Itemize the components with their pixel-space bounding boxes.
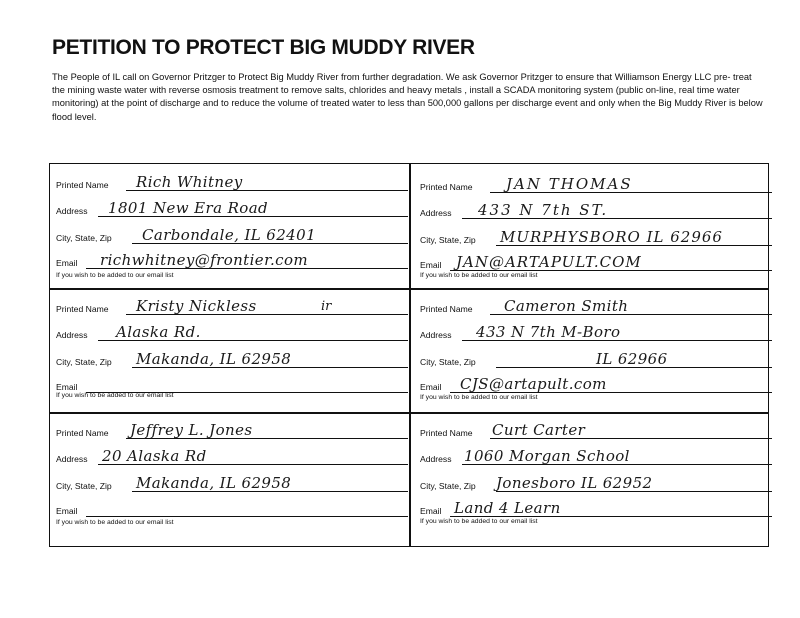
email-row [56,502,412,518]
email-list-note: If you wish to be added to our email list [56,272,174,279]
printed-name-label: Printed Name [420,304,473,314]
email-value: Land 4 Learn [454,499,561,517]
printed-name-value: Curt Carter [492,421,586,439]
name-row [420,297,776,316]
email-label: Email [56,258,78,268]
printed-name-value: Rich Whitney [136,173,243,191]
address-row [420,201,776,220]
city-row [56,226,412,245]
petition-title: PETITION TO PROTECT BIG MUDDY RIVER [52,36,475,59]
city-state-zip-label: City, State, Zip [420,481,476,491]
city-state-zip-label: City, State, Zip [56,233,112,243]
email-list-note: If you wish to be added to our email list [420,272,538,279]
printed-name-label: Printed Name [56,304,109,314]
address-label: Address [56,330,88,340]
email-row [56,251,412,270]
signature-card [420,172,776,296]
city-row [56,474,412,493]
email-row [420,253,776,272]
petition-intro: The People of IL call on Governor Pritzger to Protect Big Muddy River from further degradation. We ask Governor Pritzger to ensure that Williamson Energy LLC pre- treat the mining waste water with reverse osmosis treatment to remove salts, chlorides and heavy metals , install a SCADA monitoring system (public on-line, real time water monitoring) at the point of discharge and to reduce the volume of treated water to less than 500,000 gallons per discharge event and only when the Big Muddy River is below flood level. [52,72,763,122]
printed-name-value: Cameron Smith [504,297,629,315]
name-row [56,173,412,192]
address-label: Address [56,206,88,216]
address-label: Address [420,330,452,340]
email-row [420,375,776,394]
name-row [56,421,412,440]
email-label: Email [56,506,78,516]
signature-card [420,294,776,418]
email-label: Email [56,382,78,392]
email-list-note: If you wish to be added to our email list [56,519,174,526]
city-row [420,474,776,493]
address-row [56,323,412,342]
address-label: Address [56,454,88,464]
underline [86,516,408,517]
city-state-zip-value: IL 62966 [596,350,668,368]
city-state-zip-value: Makanda, IL 62958 [136,474,292,492]
email-row [420,499,776,518]
address-row [420,323,776,342]
email-label: Email [420,260,442,270]
printed-name-label: Printed Name [56,180,109,190]
email-value: richwhitney@frontier.com [100,251,309,269]
city-row [420,228,776,247]
name-row [420,421,776,440]
address-row [56,199,412,218]
address-row [420,447,776,466]
handwritten-mark: ir [321,299,332,314]
address-value: 1060 Morgan School [464,447,630,465]
email-value: JAN@ARTAPULT.COM [456,253,642,271]
printed-name-label: Printed Name [56,428,109,438]
signature-card [56,170,412,294]
address-label: Address [420,208,452,218]
name-row [56,297,412,316]
address-row [56,447,412,466]
address-value: 433 N 7th ST. [478,201,609,219]
address-value: 20 Alaska Rd [102,447,207,465]
city-state-zip-value: Jonesboro IL 62952 [496,474,653,492]
city-state-zip-label: City, State, Zip [420,235,476,245]
printed-name-label: Printed Name [420,428,473,438]
address-value: 1801 New Era Road [108,199,269,217]
printed-name-label: Printed Name [420,182,473,192]
signature-card [56,294,412,418]
signature-card [420,418,776,542]
printed-name-value: Jeffrey L. Jones [130,421,253,439]
email-list-note: If you wish to be added to our email list [56,392,174,399]
email-list-note: If you wish to be added to our email list [420,518,538,525]
email-list-note: If you wish to be added to our email list [420,394,538,401]
city-state-zip-label: City, State, Zip [56,357,112,367]
signature-card [56,418,412,542]
city-state-zip-label: City, State, Zip [420,357,476,367]
printed-name-value: Kristy Nickless [136,297,257,315]
address-value: 433 N 7th M-Boro [476,323,621,341]
address-label: Address [420,454,452,464]
city-state-zip-value: Carbondale, IL 62401 [142,226,317,244]
printed-name-value: JAN THOMAS [506,175,633,193]
city-row [56,350,412,369]
address-value: Alaska Rd. [116,323,201,341]
email-label: Email [420,382,442,392]
city-row [420,350,776,369]
email-label: Email [420,506,442,516]
city-state-zip-value: Makanda, IL 62958 [136,350,292,368]
city-state-zip-value: MURPHYSBORO IL 62966 [500,228,723,246]
name-row [420,175,776,194]
city-state-zip-label: City, State, Zip [56,481,112,491]
email-value: CJS@artapult.com [460,375,607,393]
